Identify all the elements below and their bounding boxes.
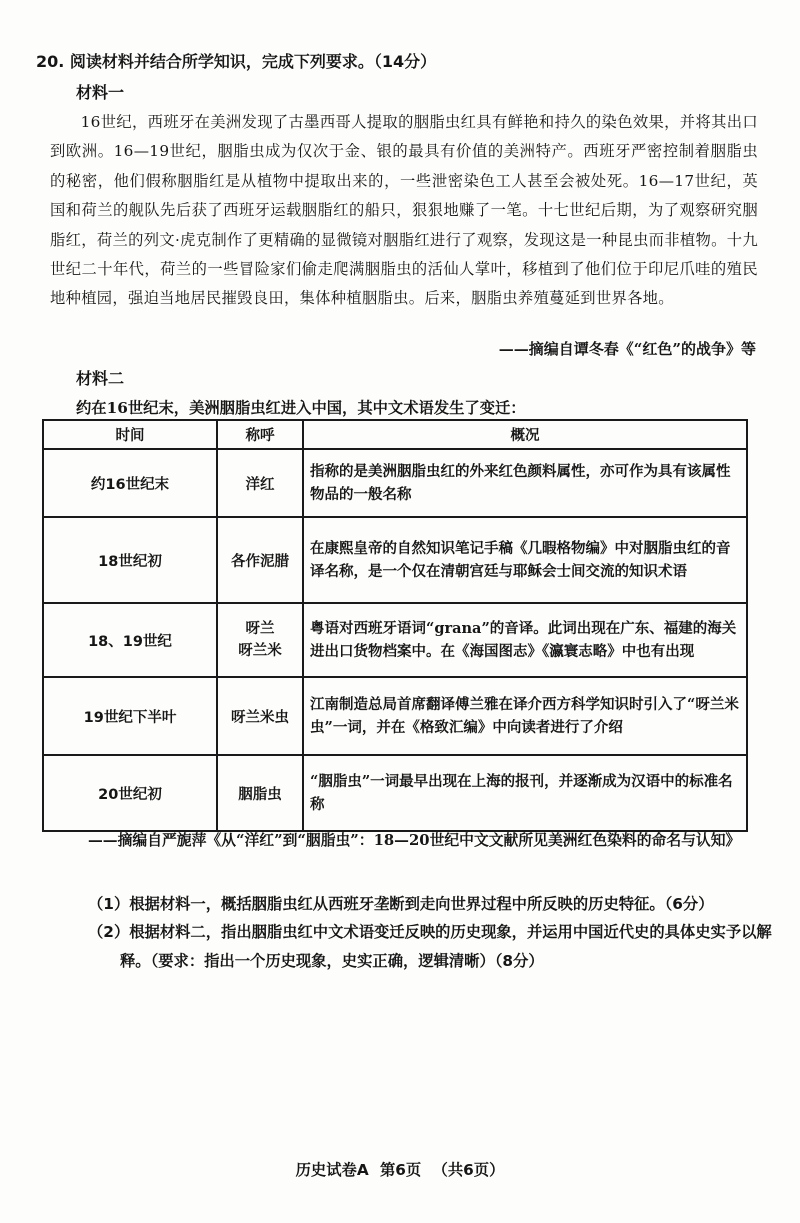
table-row (43, 755, 747, 831)
row-name: 呀兰 呀兰米 (217, 603, 303, 677)
sub-question-2: （2）根据材料二，指出胭脂虫红中文术语变迁反映的历史现象，并运用中国近代史的具体史实予以解释。（要求：指出一个历史现象，史实正确，逻辑清晰）（8分） (88, 923, 772, 970)
row-desc: 江南制造总局首席翻译傅兰雅在译介西方科学知识时引入了“呀兰米虫”一词，并在《格致汇编》中向读者进行了介绍 (303, 677, 747, 755)
table-row (43, 677, 747, 755)
row-time: 19世纪下半叶 (43, 677, 217, 755)
material-1-source: ——摘编自谭冬春《“红色”的战争》等 (498, 340, 756, 358)
header-overview: 概况 (303, 420, 747, 449)
sub-question-1: （1）根据材料一，概括胭脂虫红从西班牙垄断到走向世界过程中所反映的历史特征。（6分） (88, 895, 714, 913)
table-header-row (43, 420, 747, 449)
row-desc: 在康熙皇帝的自然知识笔记手稿《几暇格物编》中对胭脂虫红的音译名称，是一个仅在清朝宫廷与耶稣会士间交流的知识术语 (303, 517, 747, 603)
material-2-intro: 约在16世纪末，美洲胭脂虫红进入中国，其中文术语发生了变迁： (76, 399, 526, 417)
page-footer: 历史试卷A 第6页 （共6页） (295, 1161, 505, 1179)
terminology-table (42, 419, 748, 832)
header-time: 时间 (43, 420, 217, 449)
row-name: 洋红 (217, 449, 303, 517)
row-name: 胭脂虫 (217, 755, 303, 831)
material-2-heading: 材料二 (76, 369, 125, 388)
row-desc: 粤语对西班牙语词“grana”的音译。此词出现在广东、福建的海关进出口货物档案中。在《海国图志》《瀛寰志略》中也有出现 (303, 603, 747, 677)
row-time: 约16世纪末 (43, 449, 217, 517)
row-name: 各作泥腊 (217, 517, 303, 603)
table-row (43, 449, 747, 517)
row-name: 呀兰米虫 (217, 677, 303, 755)
table-row (43, 517, 747, 603)
row-time: 18、19世纪 (43, 603, 217, 677)
table-row (43, 603, 747, 677)
row-desc: 指称的是美洲胭脂虫红的外来红色颜料属性，亦可作为具有该属性物品的一般名称 (303, 449, 747, 517)
material-1-heading: 材料一 (76, 83, 125, 102)
row-time: 18世纪初 (43, 517, 217, 603)
material-2-source: ——摘编自严旎萍《从“洋红”到“胭脂虫”：18—20世纪中文文献所见美洲红色染料的命名与认知》 (88, 832, 741, 849)
question-title: 20. 阅读材料并结合所学知识，完成下列要求。（14分） (36, 52, 437, 71)
header-name: 称呼 (217, 420, 303, 449)
row-desc: “胭脂虫”一词最早出现在上海的报刊，并逐渐成为汉语中的标准名称 (303, 755, 747, 831)
material-1-body: 16世纪，西班牙在美洲发现了古墨西哥人提取的胭脂虫红具有鲜艳和持久的染色效果，并将其出口到欧洲。16—19世纪，胭脂虫成为仅次于金、银的最具有价值的美洲特产。西班牙严密控制着胭脂虫的秘密，他们假称胭脂红是从植物中提取出来的，一些泄密染色工人甚至会被处死。16—17世纪，英国和荷兰的舰队先后获了西班牙运载胭脂红的船只，狠狠地赚了一笔。十七世纪后期，为了观察研究胭脂红，荷兰的列文·虎克制作了更精确的显微镜对胭脂红进行了观察，发现这是一种昆虫而非植物。十九世纪二十年代，荷兰的一些冒险家们偷走爬满胭脂虫的活仙人掌叶，移植到了他们位于印尼爪哇的殖民地种植园，强迫当地居民摧毁良田，集体种植胭脂虫。后来，胭脂虫养殖蔓延到世界各地。 (50, 113, 758, 308)
row-time: 20世纪初 (43, 755, 217, 831)
